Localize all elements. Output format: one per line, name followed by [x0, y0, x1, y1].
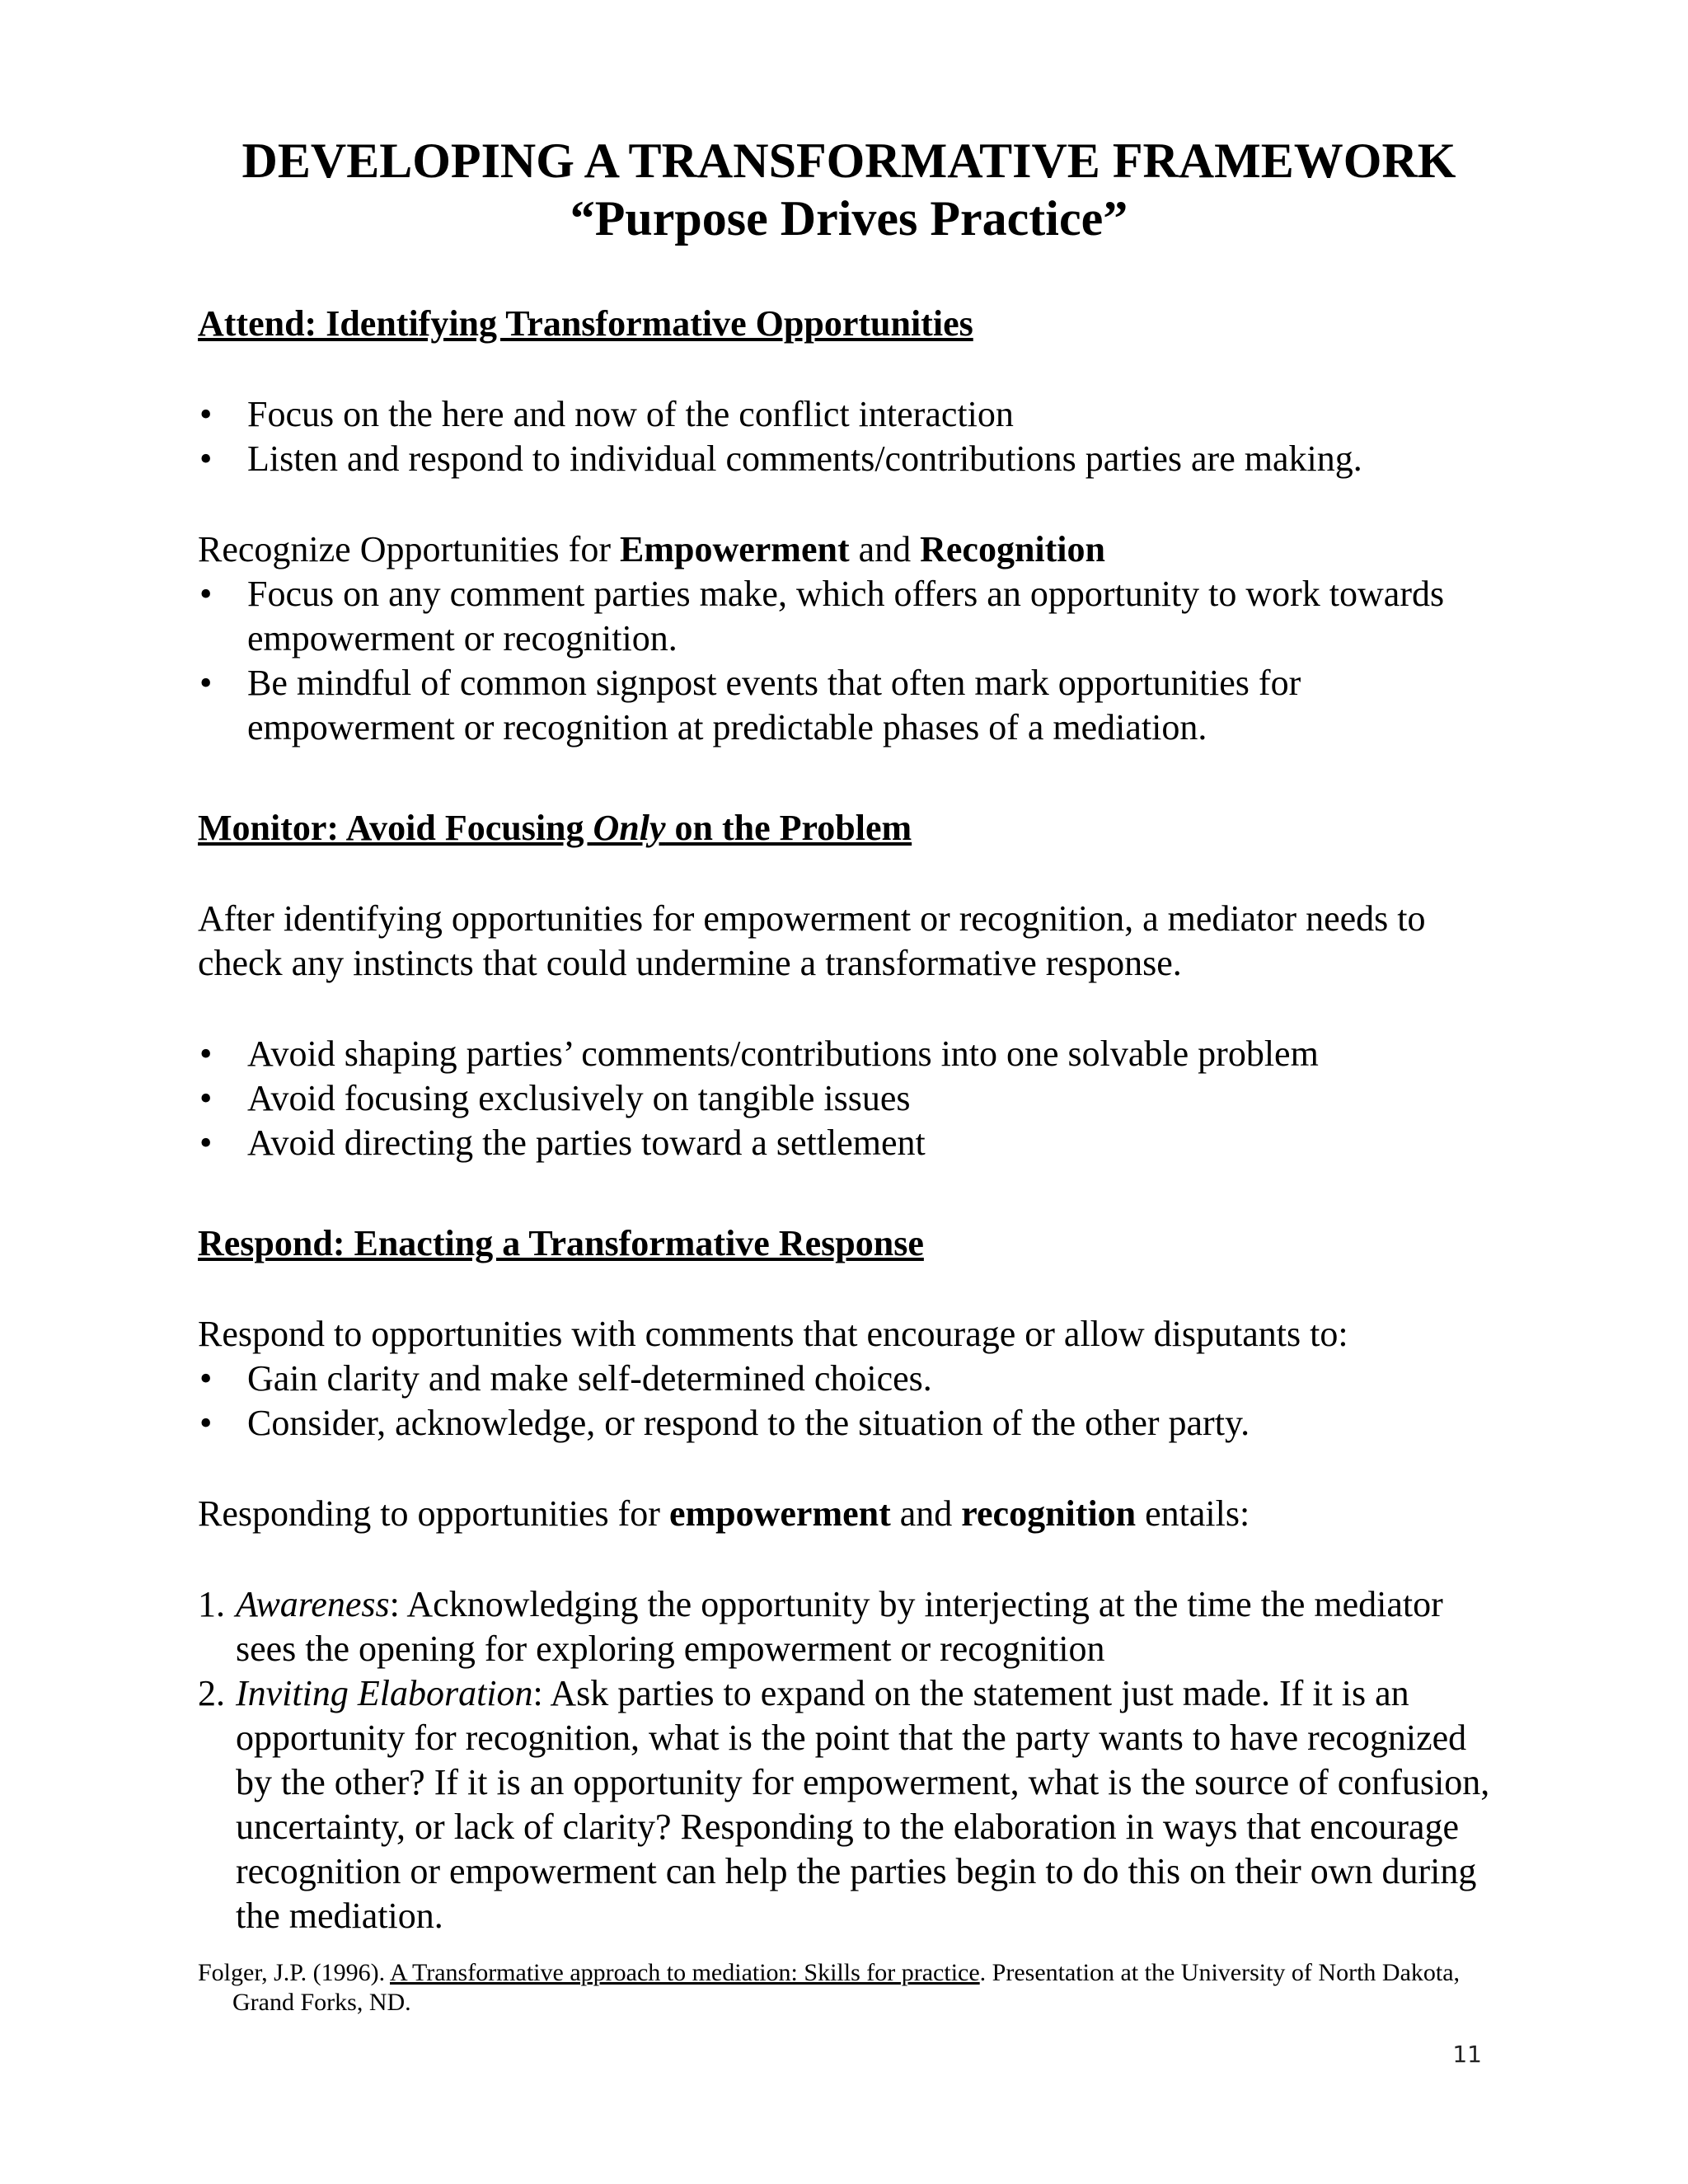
recognition-bold: Recognition — [920, 529, 1106, 569]
respond-bullet-list — [198, 1357, 1500, 1446]
list-item: • Be mindful of common signpost events that often mark opportunities for empowerment or recognition at predictable phases of a mediation. — [198, 661, 1500, 750]
monitor-paragraph: After identifying opportunities for empowerment or recognition, a mediator needs to check any instincts that could undermine a transformative response. — [198, 898, 1426, 983]
respond-section — [198, 1221, 1500, 1938]
monitor-section — [198, 806, 1500, 1165]
list-item: • Avoid directing the parties toward a settlement — [198, 1121, 1500, 1165]
attend-heading: Attend: Identifying Transformative Opportunities — [198, 303, 973, 344]
entails-line: Responding to opportunities for empowerment and recognition entails: — [198, 1493, 1250, 1534]
list-item: • Avoid focusing exclusively on tangible issues — [198, 1076, 1500, 1121]
citation-footnote: Folger, J.P. (1996). A Transformative approach to mediation: Skills for practice. Presentation at the University of North Dakota, Grand Forks, ND. — [198, 1959, 1461, 2016]
monitor-bullet-list — [198, 1032, 1500, 1165]
citation-title: A Transformative approach to mediation: Skills for practice — [389, 1959, 980, 1986]
document-title: DEVELOPING A TRANSFORMATIVE FRAMEWORK — [241, 134, 1456, 188]
list-item: • Consider, acknowledge, or respond to the situation of the other party. — [198, 1401, 1500, 1446]
document-page — [198, 132, 1500, 2042]
document-subtitle: “Purpose Drives Practice” — [570, 191, 1128, 246]
empowerment-bold: Empowerment — [619, 529, 850, 569]
list-item: • Listen and respond to individual comments/contributions parties are making. — [198, 437, 1500, 481]
list-item: • Focus on any comment parties make, which offers an opportunity to work towards empowerment or recognition. — [198, 572, 1500, 661]
numbered-item: 2. Inviting Elaboration: Ask parties to expand on the statement just made. If it is an opportunity for recognition, what is the point that the party wants to have recognized by the other? If it is an opportunity for empowerment, what is the source of confusion, uncertainty, or lack of clarity? Responding to the elaboration in ways that encourage recognition or empowerment can help the parties begin to do this on their own during the mediation. — [198, 1673, 1490, 1936]
list-item: • Gain clarity and make self-determined choices. — [198, 1357, 1500, 1401]
page-number: 11 — [1452, 2041, 1482, 2068]
recognize-bullet-list — [198, 572, 1500, 750]
recognize-line: Recognize Opportunities for Empowerment and Recognition — [198, 529, 1106, 569]
respond-numbered-list — [198, 1582, 1500, 1938]
list-item: • Focus on the here and now of the conflict interaction — [198, 392, 1500, 437]
numbered-item: 1. Awareness: Acknowledging the opportunity by interjecting at the time the mediator sees the opening for exploring empowerment or recognition — [198, 1584, 1443, 1669]
respond-heading: Respond: Enacting a Transformative Response — [198, 1223, 924, 1263]
list-item: • Avoid shaping parties’ comments/contributions into one solvable problem — [198, 1032, 1500, 1076]
monitor-heading: Monitor: Avoid Focusing Only on the Problem — [198, 808, 912, 848]
attend-bullet-list — [198, 392, 1500, 481]
attend-section — [198, 302, 1500, 750]
respond-intro: Respond to opportunities with comments that encourage or allow disputants to: — [198, 1314, 1348, 1354]
